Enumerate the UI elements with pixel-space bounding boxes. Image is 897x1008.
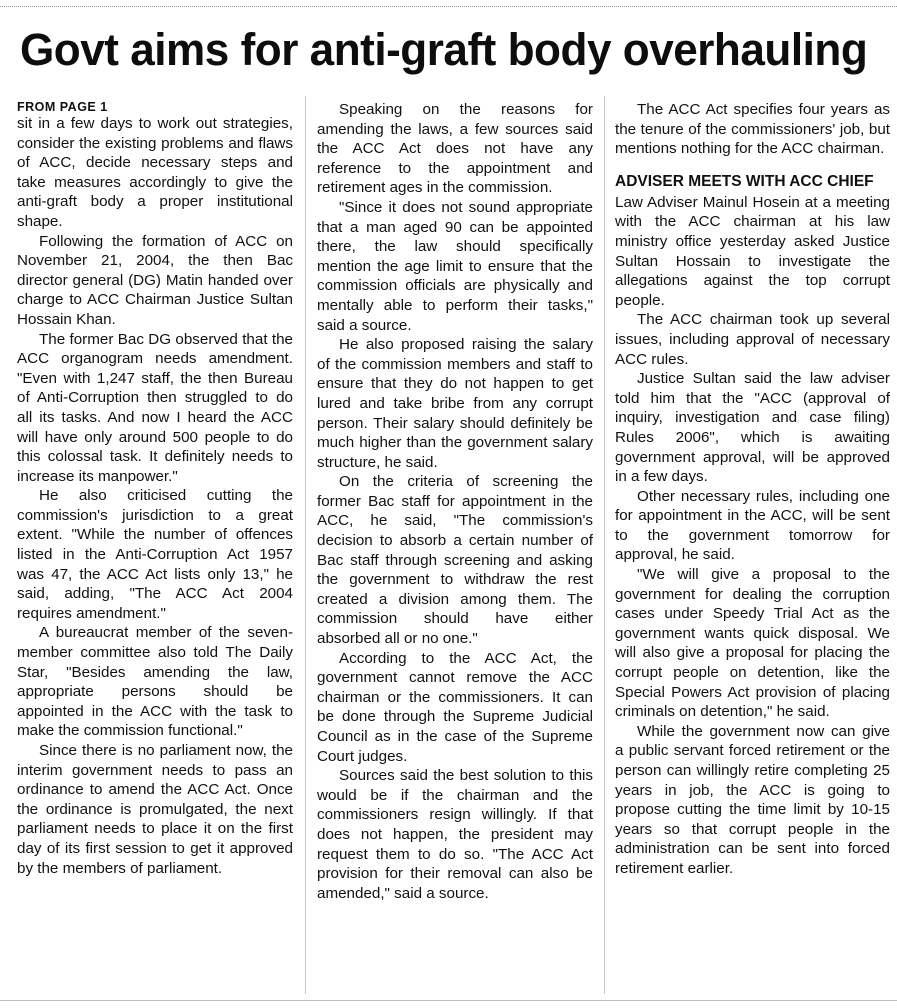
paragraph: "We will give a proposal to the government for dealing the corruption cases under Speedy Trial Act as the government wants quick disposal. We will also give a proposal for placing the corrupt people on detention, like the Special Powers Act provision of placing criminals on detention," he said. [615,566,890,721]
column-divider-1 [305,96,306,994]
headline: Govt aims for anti-graft body overhauling [20,24,868,75]
paragraph: Sources said the best solution to this would be if the chairman and the commissioners resign willingly. If that does not happen, the president may request them to do so. "The ACC Act provision for their removal can also be amended," said a source. [317,767,593,902]
article-column-2 [317,100,593,903]
paragraph: A bureaucrat member of the seven-member committee also told The Daily Star, "Besides amending the law, appropriate persons should be appointed in the ACC with the task to make the commission functional." [17,624,293,740]
paragraph: sit in a few days to work out strategies, consider the existing problems and flaws of ACC, decide necessary steps and take measures accordingly to give the anti-graft body a proper institutional shape. [17,115,293,230]
subheading: ADVISER MEETS WITH ACC CHIEF [615,172,874,190]
paragraph: Law Adviser Mainul Hosein at a meeting with the ACC chairman at his law ministry office yesterday asked Justice Sultan Hossain to investigate the allegations against the top corrupt people. [615,193,890,309]
paragraph: While the government now can give a public servant forced retirement or the person can willingly retire completing 25 years in job, the ACC is going to propose cutting the time limit by 10-15 years so that corrupt people in the administration can be sent into forced retirement earlier. [615,722,890,877]
paragraph: He also criticised cutting the commission's jurisdiction to a great extent. "While the number of offences listed in the Anti-Corruption Act 1957 was 47, the ACC Act lists only 13," he said, adding, "The ACC Act 2004 requires amendment." [17,487,293,622]
paragraph: Since there is no parliament now, the interim government needs to pass an ordinance to amend the ACC Act. Once the ordinance is promulgated, the next parliament needs to place it on the first day of its first session to get it approved by the members of parliament. [17,742,293,877]
paragraph: The ACC Act specifies four years as the tenure of the commissioners' job, but mentions nothing for the ACC chairman. [615,101,890,158]
paragraph: On the criteria of screening the former Bac staff for appointment in the ACC, he said, "The commission's decision to absorb a certain number of Bac staff through screening and asking the government to withdraw the rest created a division among them. The commission should have either absorbed all or no one." [317,473,593,648]
paragraph: Other necessary rules, including one for appointment in the ACC, will be sent to the government tomorrow for approval, he said. [615,487,890,564]
paragraph: "Since it does not sound appropriate that a man aged 90 can be appointed there, the law should specifically mention the age limit to ensure that the commission officials are physically and mentally able to perform their tasks," said a source. [317,198,593,334]
column-divider-2 [604,96,605,994]
paragraph: According to the ACC Act, the government cannot remove the ACC chairman or the commissioners. It can be done through the Supreme Judicial Council as in the case of the Supreme Court judges. [317,649,593,765]
bottom-rule [0,1000,897,1001]
continuation-kicker: FROM PAGE 1 [17,100,108,114]
article-column-1 [17,100,293,878]
paragraph: Justice Sultan said the law adviser told him that the "ACC (approval of inquiry, investigation and case filing) Rules 2006", which is awaiting government approval, will be approved in a few days. [615,370,890,486]
paragraph: He also proposed raising the salary of the commission members and staff to ensure that they do not happen to get lured and take bribe from any corrupt person. Their salary should definitely be much higher than the government salary structure, he said. [317,336,593,471]
paragraph: Following the formation of ACC on November 21, 2004, the then Bac director general (DG) Matin handed over charge to ACC Chairman Justice Sultan Hossain Khan. [17,232,293,328]
paragraph: The ACC chairman took up several issues, including approval of necessary ACC rules. [615,311,890,368]
article-column-3 [615,100,890,879]
paragraph: Speaking on the reasons for amending the laws, a few sources said the ACC Act does not have any reference to the appointment and retirement ages in the commission. [317,101,593,197]
paragraph: The former Bac DG observed that the ACC organogram needs amendment. "Even with 1,247 staff, the then Bureau of Anti-Corruption then struggled to do all its tasks. And now I heard the ACC will have only around 500 people to do this colossal task. It definitely needs to increase its manpower." [17,330,293,485]
top-dotted-rule [0,6,897,7]
